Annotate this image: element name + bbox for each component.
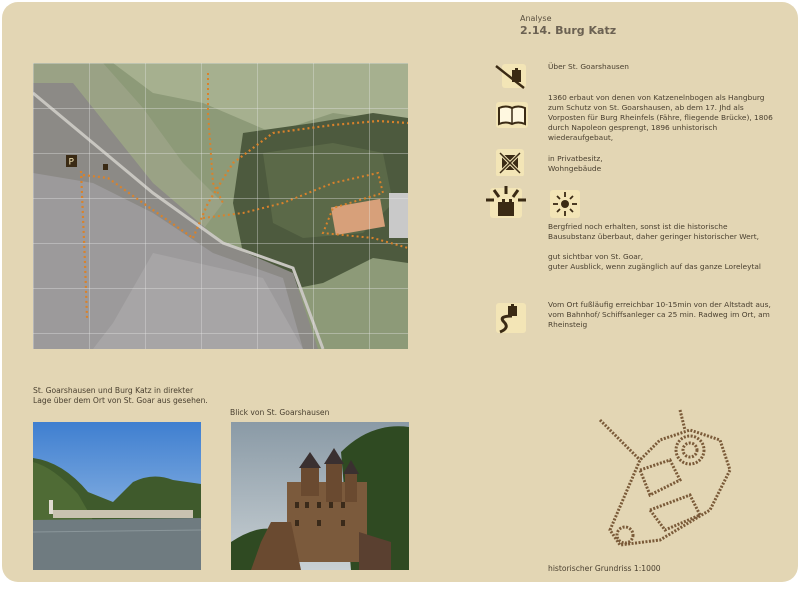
private-crossed-icon	[494, 148, 528, 176]
plan-caption: historischer Grundriss 1:1000	[548, 564, 661, 573]
photo2-caption: Blick von St. Goarshausen	[230, 408, 330, 417]
page-title: 2.14. Burg Katz	[520, 24, 617, 37]
aerial-map	[33, 63, 408, 349]
aerial-map-graphic	[33, 63, 408, 349]
book-icon	[494, 100, 528, 128]
history-text: 1360 erbaut von denen von Katzenelnbogen als Hangburg zum Schutz von St. Goarshausen, ab dem 17. Jhd als Vorposten für Burg Rheinfels (Fähre, fliegende Brücke), 1806 durch Napoleon gesprengt, 1896 unhistorisch wiederaufgebaut,	[548, 93, 773, 142]
sunburst-icon	[548, 188, 584, 220]
castle-ruin-rays-icon	[484, 184, 528, 220]
ownership-line-1: in Privatbesitz,	[548, 154, 603, 163]
photo-river-view	[33, 422, 201, 570]
historic-floor-plan	[580, 400, 740, 560]
about-heading: Über St. Goarshausen	[548, 62, 629, 71]
view-line-1: gut sichtbar von St. Goar,	[548, 252, 644, 261]
photo-castle	[231, 422, 409, 570]
view-line-2: guter Ausblick, wenn zugänglich auf das ganze Loreleytal	[548, 262, 761, 271]
document-page	[2, 2, 798, 582]
hiking-path-icon	[494, 300, 528, 336]
ownership-line-2: Wohngebäude	[548, 164, 602, 173]
access-text: Vom Ort fußläufig erreichbar 10-15min von der Altstadt aus, vom Bahnhof/ Schiffsanleger ca 25 min. Radweg im Ort, am Rheinsteig	[548, 300, 771, 329]
parking-label: P	[68, 157, 74, 168]
photo1-caption: St. Goarshausen und Burg Katz in direkter Lage über dem Ort von St. Goar aus gesehen.	[33, 386, 208, 405]
hill-castle-icon	[494, 62, 528, 90]
condition-text: Bergfried noch erhalten, sonst ist die historische Bausubstanz überbaut, daher geringer historischer Wert,	[548, 222, 759, 241]
section-kicker: Analyse	[520, 14, 552, 23]
